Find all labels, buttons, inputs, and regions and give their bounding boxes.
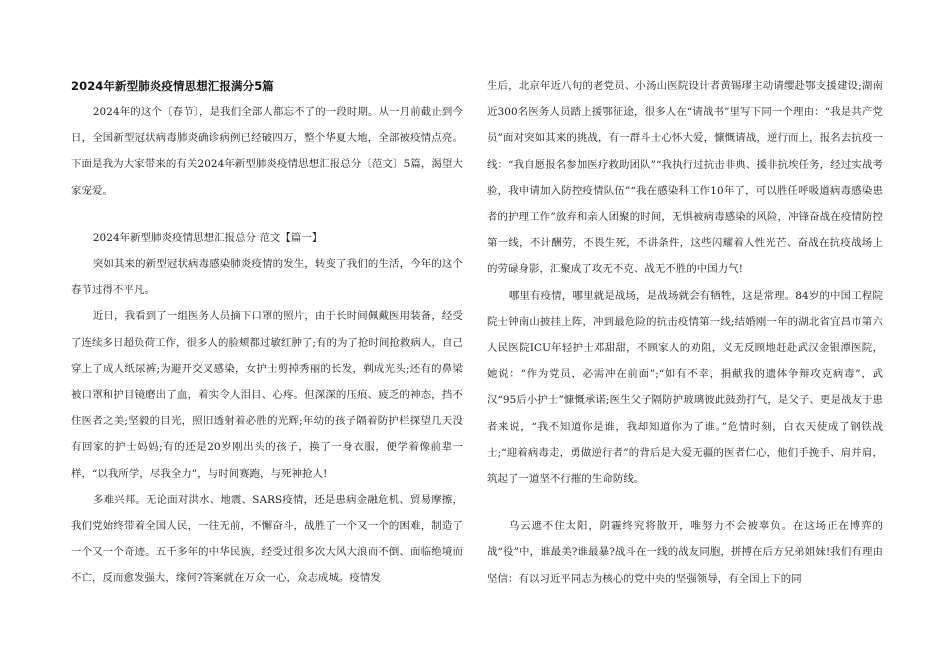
section-gap xyxy=(71,204,463,225)
left-column xyxy=(71,73,463,592)
body-paragraph-4: 生后，北京年近八旬的老党员、小汤山医院设计者黄锡璆主动请缨赴鄂支援建设;湖南近300名医务人员踏上援鄂征途，很多人在“请战书”里写下同一个理由：“我是共产党员”面对突如其来的挑战，有一群斗士心怀大爱，慷慨请战，逆行而上，报名去抗疫一线：“我自愿报名参加医疗救助团队”“我执行过抗击非典、援非抗埃任务，经过实战考验，我申请加入防控疫情队伍”“我在感染科工作10年了，可以胜任呼吸道病毒感染患者的护理工作”放弃和亲人团聚的时间，无惧被病毒感染的风险，冲锋奋战在疫情防控第一线，不计酬劳，不畏生死，不讲条件，这些闪耀着人性光芒、奋战在抗疫战场上的劳碌身影，汇聚成了攻无不克、战无不胜的中国力气! xyxy=(487,80,883,276)
body-paragraph-5: 哪里有疫情，哪里就是战场，是战场就会有牺牲，这是常理。84岁的中国工程院院士钟南山披挂上阵，冲到最危险的抗击疫情第一线;结婚刚一年的湖北省宜昌市第六人民医院ICU年轻护士邓甜甜，不顾家人的劝阻，义无反顾地赶赴武汉金银潭医院，她说：“作为党员，必需冲在前面”;“如有不幸，捐献我的遗体争辩攻克病毒”，武汉“95后小护士”慷慨承诺;医生父子隔防护玻璃彼此鼓劲打气，是父子、更是战友于患者来说，“我不知道你是谁，我却知道你为了谁。”危情时刻，白衣天使成了钢铁战士;“迎着病毒走，勇做逆行者”的背后是大爱无疆的医者仁心，他们手挽手、肩并肩，筑起了一道坚不行摧的生命防线。 xyxy=(487,289,883,486)
body-paragraph-2: 近日，我看到了一组医务人员摘下口罩的照片，由于长时间佩戴医用装备，经受了连续多日超负荷工作，很多人的脸颊都过敏红肿了;有的为了抢时间抢救病人，自己穿上了成人纸尿裤;为避开交叉感染，女护士剪掉秀丽的长发，剃成光头;还有的鼻梁被口罩和护目镜磨出了血，着实令人泪目、心疼。但深深的压痕、疲乏的神态，挡不住医者之美;坚毅的目光，照旧透射着必胜的光辉;年幼的孩子隔着防护栏探望几天没有回家的护士妈妈;有的还是20岁刚出头的孩子，换了一身衣服，便学着像前辈一样，“以我所学，尽我全力”，与时间赛跑，与死神抢人! xyxy=(71,310,463,480)
body-paragraph-6: 乌云遮不住太阳，阴霾终究将散开，唯努力不会被辜负。在这场正在博弈的战“役”中，谁最美?谁最暴?战斗在一线的战友同胞，拼搏在后方兄弟姐妹!我们有理由坚信：有以习近平同志为核心的党中央的坚强领导，有全国上下的同 xyxy=(487,520,883,585)
paragraph-gap xyxy=(487,492,883,513)
section-heading: 2024年新型肺炎疫情思想汇报总分 范文【篇一】 xyxy=(92,231,323,244)
document-title: 2024年新型肺炎疫情思想汇报满分5篇 xyxy=(71,79,274,93)
body-paragraph-1: 突如其来的新型冠状病毒感染肺炎疫情的发生，转变了我们的生活，今年的这个春节过得不平凡。 xyxy=(71,258,463,297)
right-column xyxy=(487,73,883,592)
body-paragraph-3: 多难兴邦。无论面对洪水、地震、SARS疫情，还是患病金融危机、贸易摩擦，我们党始终带着全国人民，一往无前，不懈奋斗，战胜了一个又一个的困难，制造了一个又一个奇迹。五千多年的中华民族，经受过很多次大风大浪而不倒、面临绝境而不亡，反而愈发强大，缘何?答案就在万众一心，众志成城。疫情发 xyxy=(71,493,463,585)
intro-paragraph: 2024年的这个〔春节〕，是我们全部人都忘不了的一段时期。从一月前截止到今日，全国新型冠状病毒肺炎确诊病例已经破四万，整个华夏大地，全部被疫情点亮。下面是我为大家带来的有关2024年新型肺炎疫情思想汇报总分〔范文〕5篇，渴望大家宠爱。 xyxy=(71,106,463,197)
